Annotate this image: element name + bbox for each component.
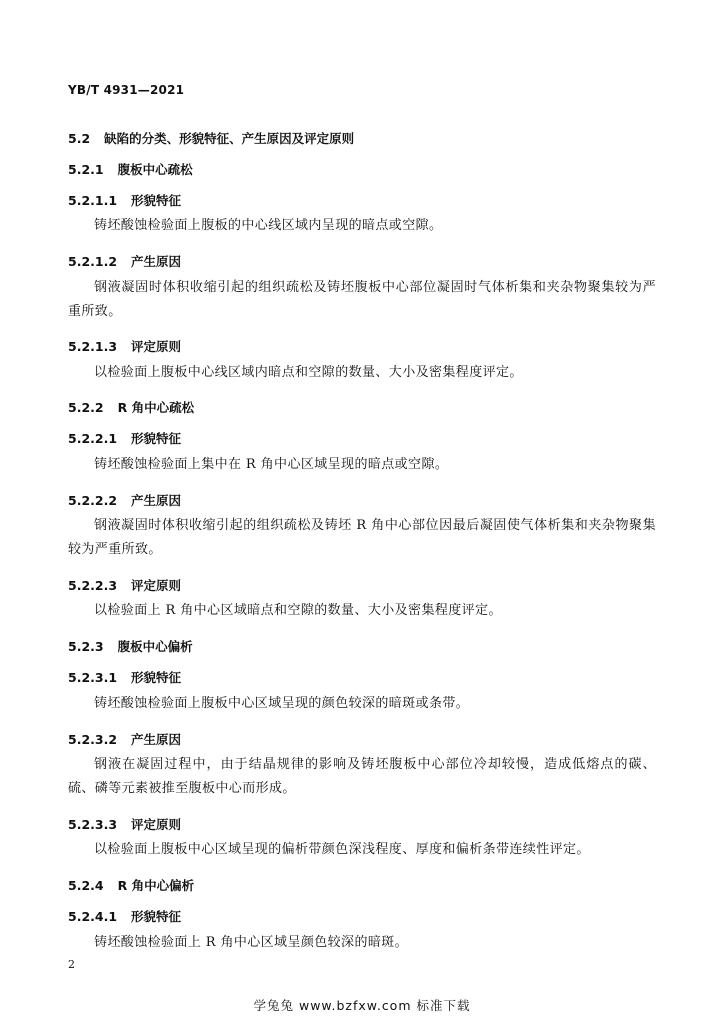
paragraph: 铸坯酸蚀检验面上集中在 R 角中心区域呈现的暗点或空隙。 <box>94 457 449 472</box>
paragraph: 以检验面上腹板中心线区域内暗点和空隙的数量、大小及密集程度评定。 <box>94 365 523 380</box>
subsection-heading: 5.2.1.1 形貌特征 <box>68 193 182 208</box>
paragraph: 钢液在凝固过程中，由于结晶规律的影响及铸坯腹板中心部位冷却较慢，造成低熔点的碳、硫、磷等元素被推至腹板中心而形成。 <box>68 757 656 796</box>
paragraph: 以检验面上 R 角中心区域暗点和空隙的数量、大小及密集程度评定。 <box>94 603 502 618</box>
subsection-heading: 5.2.4.1 形貌特征 <box>68 909 182 924</box>
section-heading: 5.2.2 R 角中心疏松 <box>68 400 195 415</box>
section-heading: 5.2.3 腹板中心偏析 <box>68 639 193 654</box>
paragraph: 铸坯酸蚀检验面上腹板的中心线区域内呈现的暗点或空隙。 <box>94 218 443 233</box>
subsection-heading: 5.2.2.3 评定原则 <box>68 578 182 593</box>
subsection-heading: 5.2.3.1 形貌特征 <box>68 670 182 685</box>
section-heading: 5.2.4 R 角中心偏析 <box>68 878 195 893</box>
document-code: YB/T 4931—2021 <box>68 83 185 97</box>
subsection-heading: 5.2.1.2 产生原因 <box>68 254 182 269</box>
section-heading: 5.2.1 腹板中心疏松 <box>68 162 193 177</box>
section-heading: 5.2 缺陷的分类、形貌特征、产生原因及评定原则 <box>68 131 355 146</box>
subsection-heading: 5.2.3.2 产生原因 <box>68 732 182 747</box>
subsection-heading: 5.2.2.1 形貌特征 <box>68 431 182 446</box>
paragraph: 以检验面上腹板中心区域呈现的偏析带颜色深浅程度、厚度和偏析条带连续性评定。 <box>94 842 590 857</box>
page-number: 2 <box>68 958 75 971</box>
paragraph: 钢液凝固时体积收缩引起的组织疏松及铸坯腹板中心部位凝固时气体析集和夹杂物聚集较为严重所致。 <box>68 280 656 319</box>
paragraph: 钢液凝固时体积收缩引起的组织疏松及铸坯 R 角中心部位因最后凝固使气体析集和夹杂物聚集较为严重所致。 <box>68 518 656 557</box>
subsection-heading: 5.2.3.3 评定原则 <box>68 817 182 832</box>
paragraph: 铸坯酸蚀检验面上 R 角中心区域呈颜色较深的暗斑。 <box>94 935 409 950</box>
subsection-heading: 5.2.1.3 评定原则 <box>68 339 182 354</box>
paragraph: 铸坯酸蚀检验面上腹板中心区域呈现的颜色较深的暗斑或条带。 <box>94 696 470 711</box>
subsection-heading: 5.2.2.2 产生原因 <box>68 493 182 508</box>
footer-watermark[interactable]: 学兔兔 www.bzfxw.com 标准下载 <box>253 998 471 1013</box>
